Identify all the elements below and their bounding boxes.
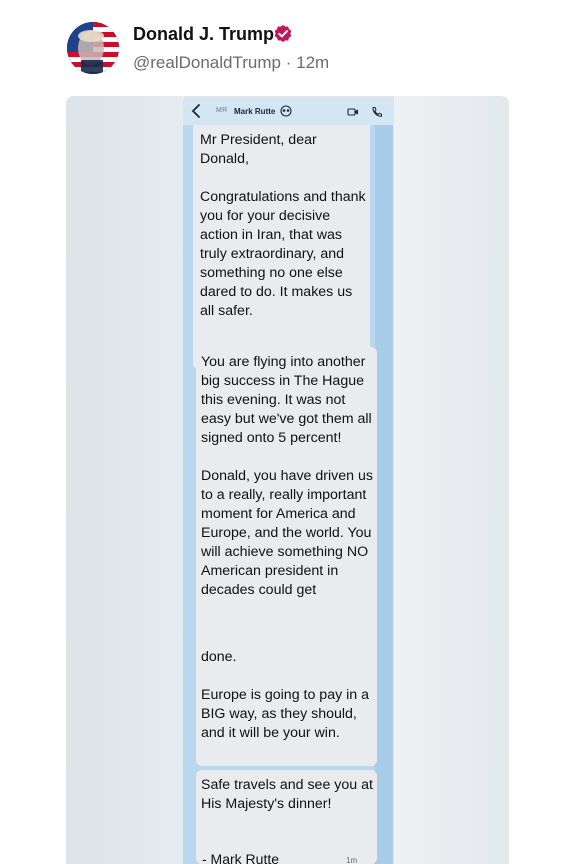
message-signature: - Mark Rutte — [202, 851, 280, 864]
message-timestamp: 1m — [346, 856, 358, 864]
message-text: done. — [201, 649, 237, 665]
post-header — [67, 20, 547, 76]
message-text: Donald, you have driven us to a really, really important moment for America and Europe, and the world. You will achieve something NO American president in decades could get — [201, 468, 373, 598]
author-handle[interactable]: @realDonaldTrump — [133, 53, 281, 72]
contact-initials: MR — [216, 107, 228, 114]
video-call-icon — [347, 107, 359, 117]
message-bubble — [196, 770, 377, 864]
message-text: Safe travels and see you at His Majesty's dinner! — [201, 777, 373, 812]
mask-icon — [280, 105, 292, 117]
chat-scroll-strip — [375, 125, 393, 864]
message-text: Congratulations and thank you for your decisive action in Iran, that was truly extraordinary, and something no one else dared to do. It makes us all safer. — [200, 189, 366, 319]
meta-separator: · — [285, 53, 292, 72]
phone-call-icon — [371, 106, 382, 118]
message-text: Mr President, dear Donald, — [200, 132, 317, 167]
message-bubble — [193, 125, 370, 369]
message-bubble — [196, 642, 377, 766]
contact-name: Mark Rutte — [234, 107, 276, 116]
author-name[interactable]: Donald J. Trump — [133, 24, 275, 44]
media-blur-left — [66, 96, 184, 864]
chevron-left-icon — [190, 103, 202, 119]
avatar[interactable] — [67, 22, 119, 74]
message-text: You are flying into another big success in The Hague this evening. It was not easy but we've got them all signed onto 5 percent! — [201, 354, 372, 446]
chat-top-bar — [183, 99, 393, 125]
post-time[interactable]: 12m — [296, 53, 330, 72]
post-meta — [133, 53, 329, 73]
media-blur-right — [394, 96, 509, 864]
verified-badge-icon — [273, 24, 293, 44]
message-text: Europe is going to pay in a BIG way, as they should, and it will be your win. — [201, 687, 369, 741]
chat-screenshot — [183, 99, 393, 864]
avatar-image — [67, 22, 119, 74]
